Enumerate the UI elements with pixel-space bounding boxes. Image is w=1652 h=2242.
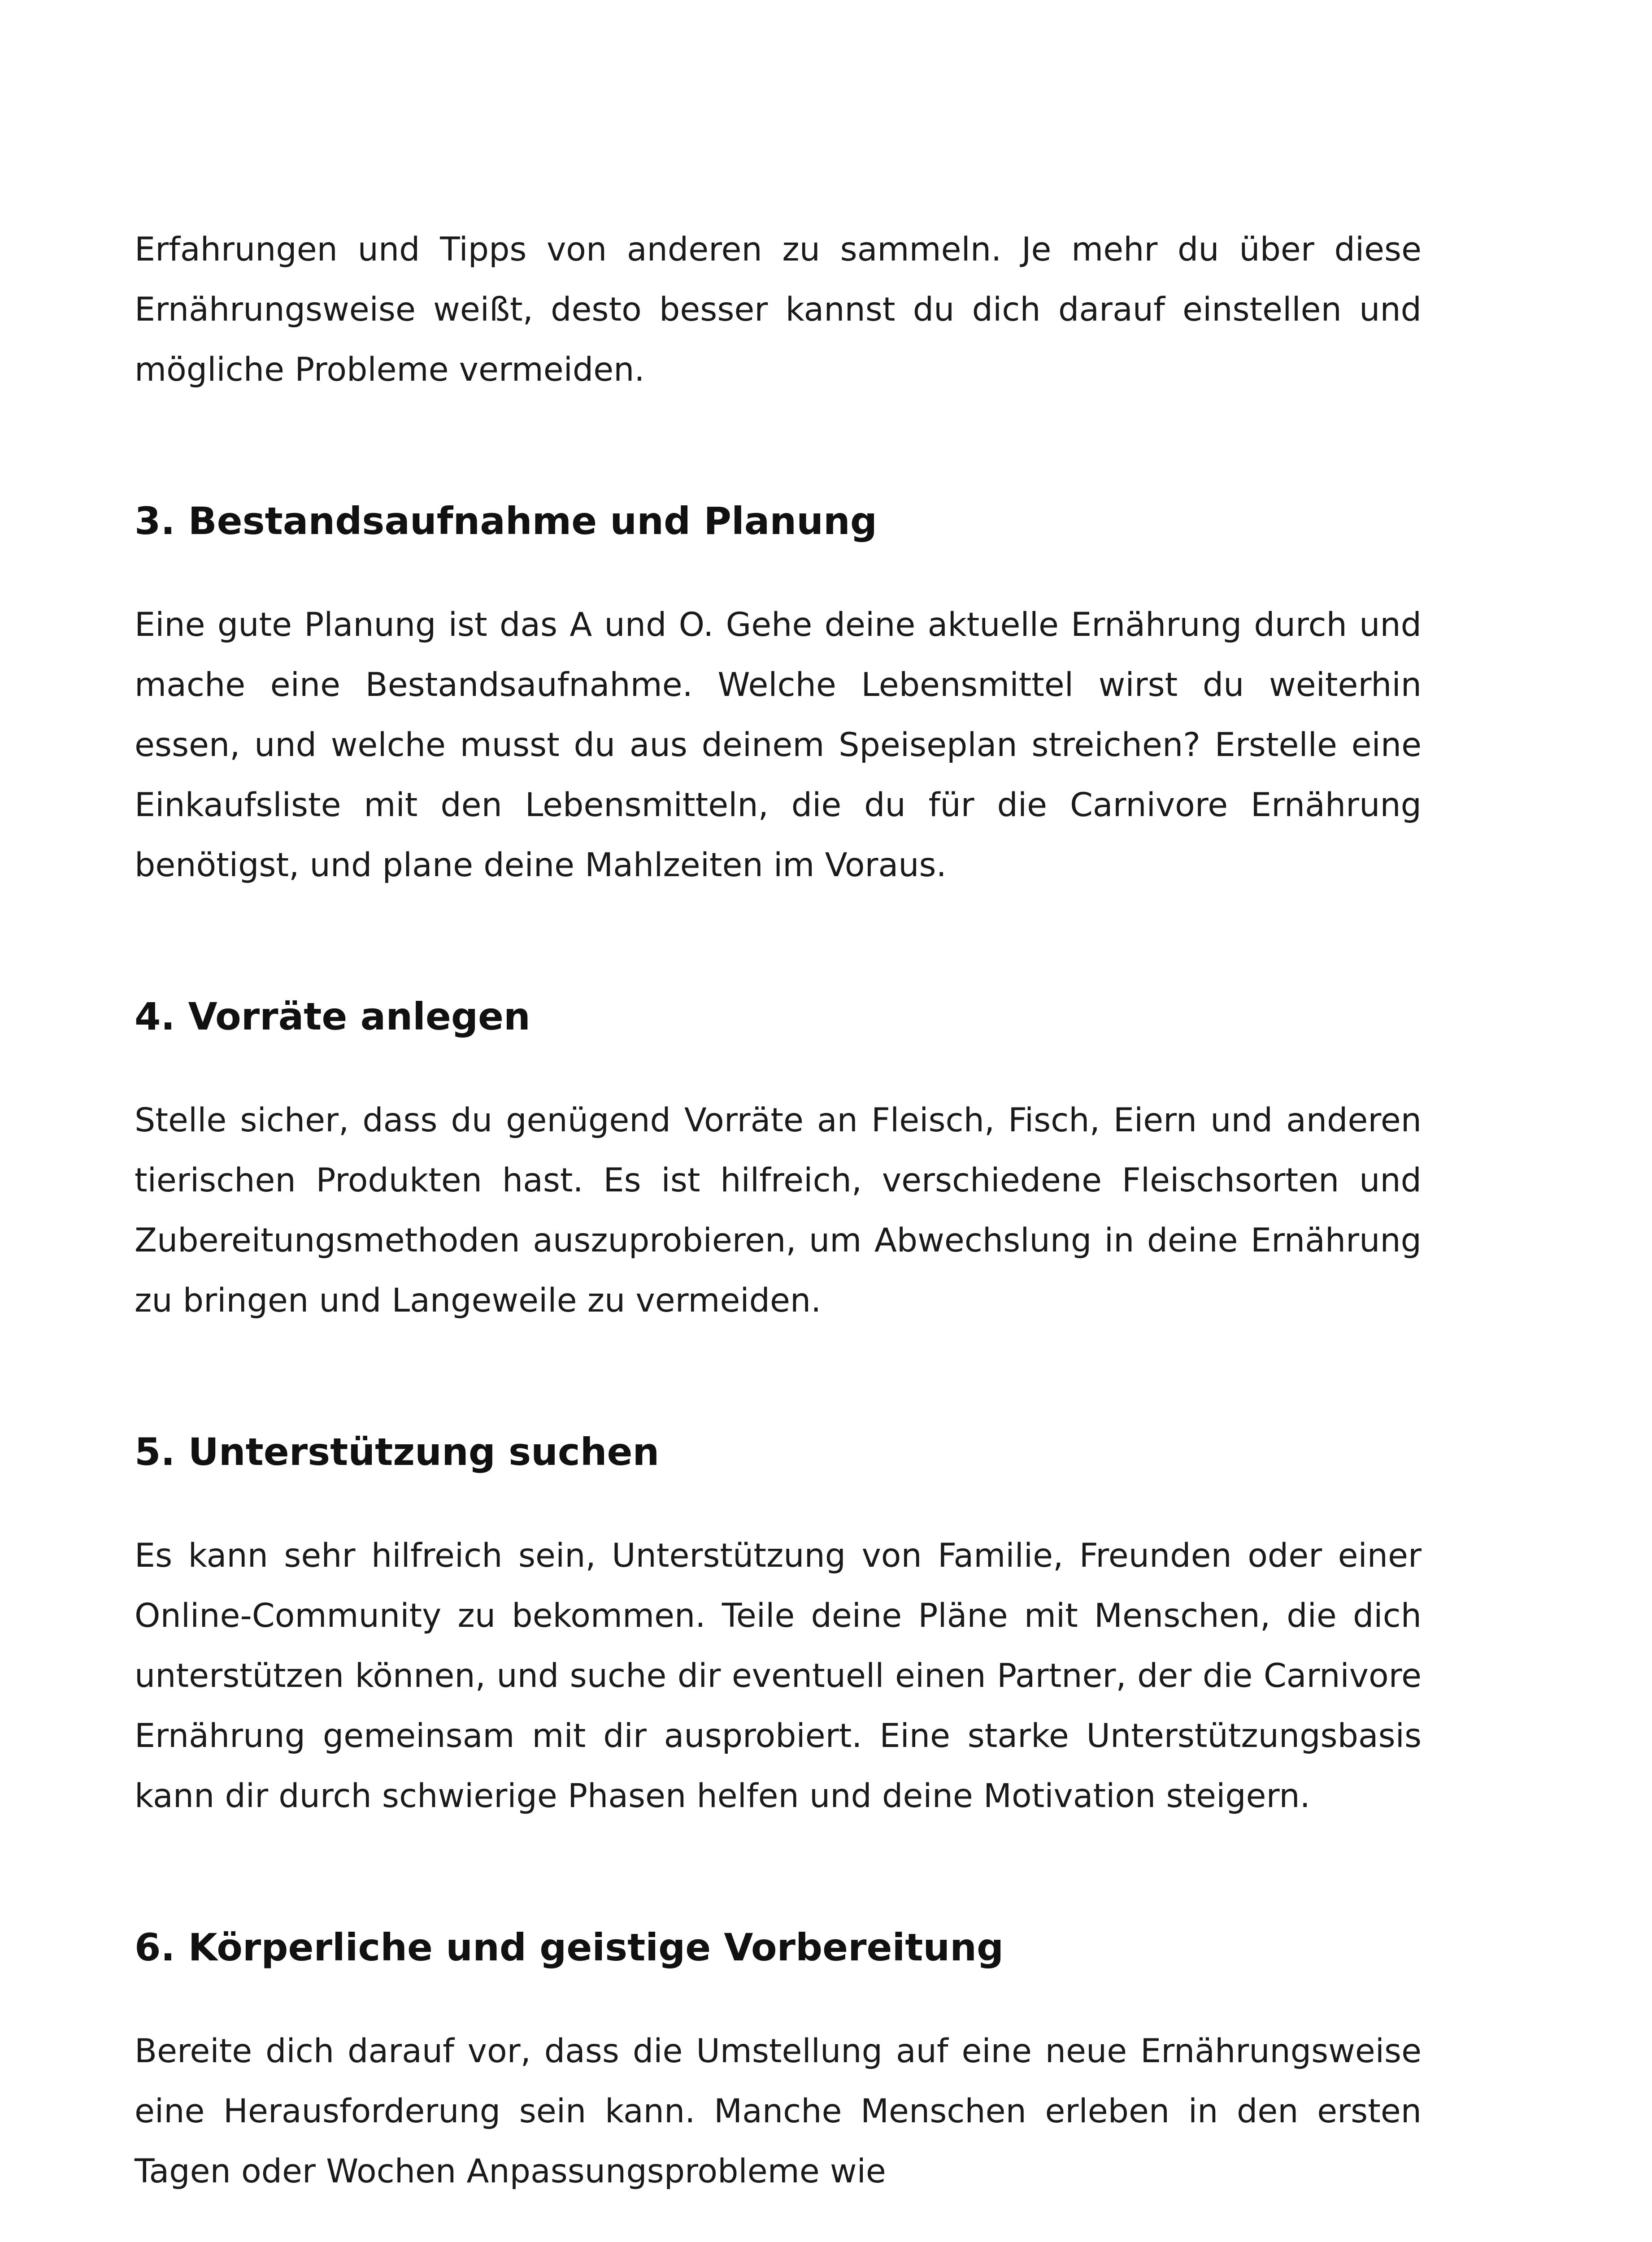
section-heading-6: 6. Körperliche und geistige Vorbereitung	[135, 1925, 1004, 1969]
section-paragraph-3: Eine gute Planung ist das A und O. Gehe deine aktuelle Ernährung durch und mache eine Bestandsaufnahme. Welche Lebensmittel wirst du weiterhin essen, und welche musst du aus deinem Speiseplan streichen? Erstelle eine Einkaufsliste mit den Lebensmitteln, die du für die Carnivore Ernährung benötigst, und plane deine Mahlzeiten im Voraus.	[135, 606, 1422, 884]
section-heading-5: 5. Unterstützung suchen	[135, 1430, 660, 1474]
section-heading-4: 4. Vorräte anlegen	[135, 995, 530, 1038]
section-paragraph-4: Stelle sicher, dass du genügend Vorräte an Fleisch, Fisch, Eiern und anderen tierischen Produkten hast. Es ist hilfreich, verschiedene Fleischsorten und Zubereitungsmethoden auszuprobieren, um Abwechslung in deine Ernährung zu bringen und Langeweile zu vermeiden.	[135, 1101, 1422, 1320]
intro-paragraph: Erfahrungen und Tipps von anderen zu sammeln. Je mehr du über diese Ernährungsweise weißt, desto besser kannst du dich darauf einstellen und mögliche Probleme vermeiden.	[135, 230, 1422, 389]
page-content	[135, 220, 1422, 2202]
section-heading-3: 3. Bestandsaufnahme und Planung	[135, 499, 877, 543]
section-paragraph-6: Bereite dich darauf vor, dass die Umstellung auf eine neue Ernährungsweise eine Herausforderung sein kann. Manche Menschen erleben in den ersten Tagen oder Wochen Anpassungsprobleme wie	[135, 2032, 1422, 2190]
section-paragraph-5: Es kann sehr hilfreich sein, Unterstützung von Familie, Freunden oder einer Online-Community zu bekommen. Teile deine Pläne mit Menschen, die dich unterstützen können, und suche dir eventuell einen Partner, der die Carnivore Ernährung gemeinsam mit dir ausprobiert. Eine starke Unterstützungsbasis kann dir durch schwierige Phasen helfen und deine Motivation steigern.	[135, 1537, 1422, 1815]
